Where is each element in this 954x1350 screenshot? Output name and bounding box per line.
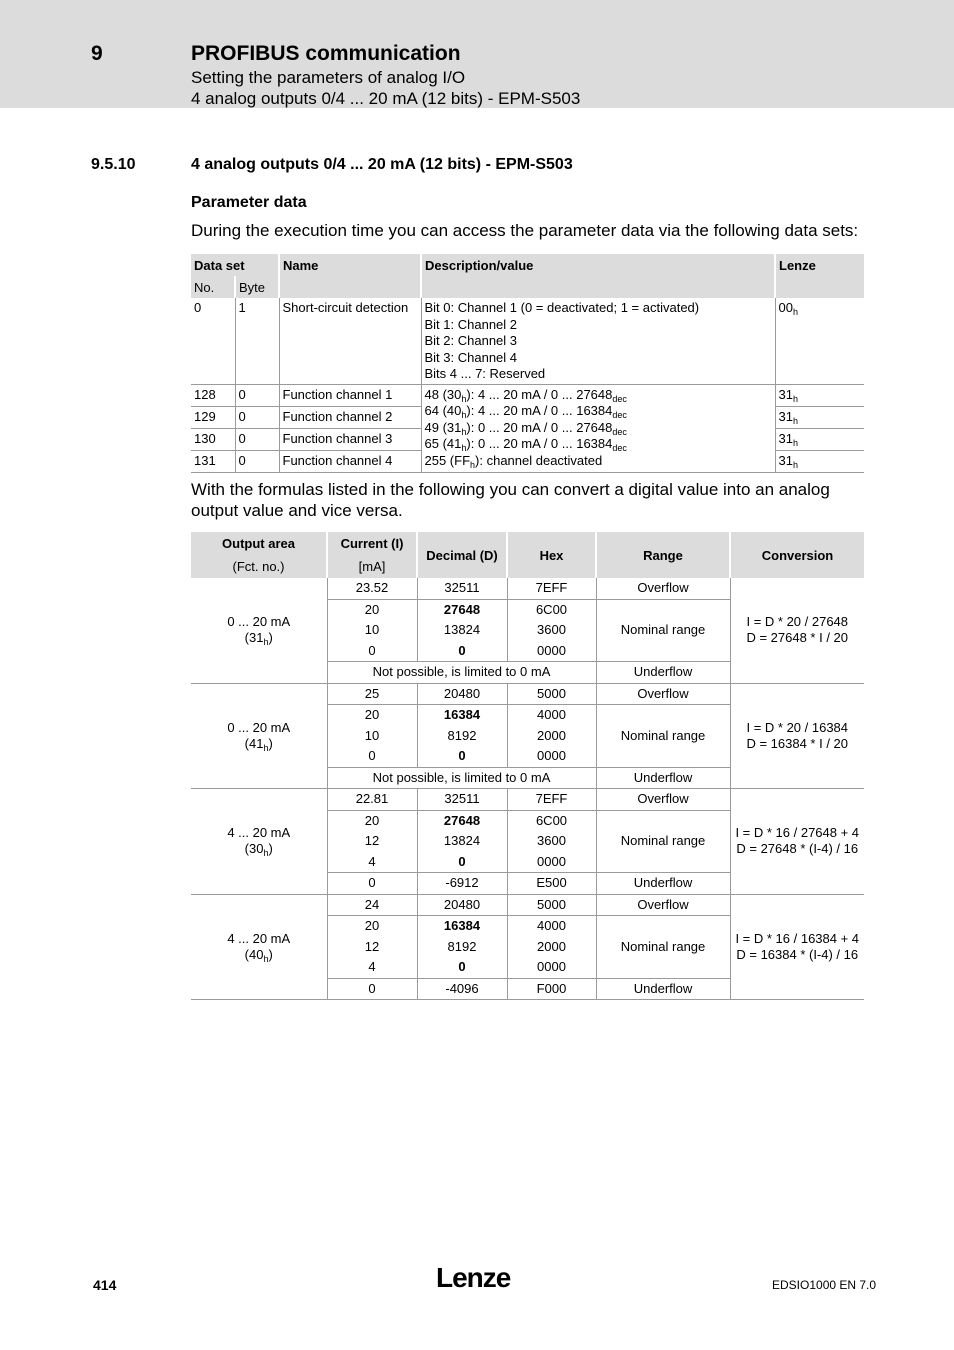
- cell-output-area: 0 ... 20 mA $(41_h)$: [191, 683, 327, 789]
- cell-hex: 3600: [507, 831, 596, 852]
- cell-name: Function channel 3: [279, 428, 421, 450]
- cell-hex: E500: [507, 873, 596, 895]
- cell-byte: 1: [235, 298, 279, 384]
- header-data-set: Data set: [191, 254, 279, 276]
- section-number: 9.5.10: [91, 156, 136, 173]
- cell-decimal: 13824: [417, 620, 507, 641]
- cell-underflow-note: Not possible, is limited to 0 mA: [327, 662, 596, 684]
- cell-byte: 0: [235, 428, 279, 450]
- cell-decimal: 8192: [417, 726, 507, 747]
- desc-line: Bits 4 ... 7: Reserved: [424, 366, 546, 381]
- lenze-logo: Lenze: [436, 1262, 511, 1293]
- cell-range-nominal: Nominal range: [596, 705, 730, 768]
- cell-current: 0: [327, 746, 417, 767]
- desc-line: Bit 1: Channel 2: [424, 316, 518, 332]
- document-id: EDSIO1000 EN 7.0: [772, 1278, 877, 1292]
- cell-range: Overflow: [596, 683, 730, 705]
- chapter-number: 9: [91, 42, 103, 65]
- formula-intro-text: With the formulas listed in the following you can convert a digital value into an analog output value and vice versa.: [191, 480, 830, 520]
- desc-line: Bit 2: Channel 3: [424, 333, 518, 348]
- page-number: 414: [93, 1277, 117, 1293]
- cell-range-nominal: Nominal range: [596, 916, 730, 979]
- cell-decimal: 0: [417, 641, 507, 662]
- cell-hex: 0000: [507, 641, 596, 662]
- cell-hex: 6C00: [507, 810, 596, 831]
- cell-byte: 0: [235, 450, 279, 472]
- table-row: [191, 578, 864, 599]
- header-subtitle-2: 4 analog outputs 0/4 ... 20 mA (12 bits) - EPM-S503: [191, 89, 581, 108]
- cell-byte: 0: [235, 406, 279, 428]
- cell-lenze: $31_h$: [775, 450, 864, 472]
- cell-current: 22.81: [327, 789, 417, 811]
- desc-line: 255 $(FF_h)$: channel deactivated: [424, 452, 603, 470]
- cell-no: 128: [191, 384, 235, 406]
- table-row: [191, 384, 864, 406]
- desc-line: Bit 0: Channel 1 (0 = deactivated; 1 = activated): [424, 300, 700, 315]
- header-decimal: Decimal (D): [417, 532, 507, 578]
- cell-range-nominal: Nominal range: [596, 810, 730, 873]
- cell-decimal: 27648: [417, 599, 507, 620]
- cell-current: 20: [364, 918, 380, 933]
- header-hex: Hex: [507, 532, 596, 578]
- cell-decimal: -4096: [417, 978, 507, 1000]
- header-lenze: Lenze: [775, 254, 864, 298]
- cell-current: 12: [364, 938, 380, 954]
- cell-decimal: 13824: [417, 831, 507, 852]
- intro-text: During the execution time you can access the parameter data via the following data sets:: [191, 221, 859, 240]
- cell-lenze: $00_h$: [775, 298, 864, 384]
- cell-hex: 2000: [507, 937, 596, 958]
- section-title: 4 analog outputs 0/4 ... 20 mA (12 bits) - EPM-S503: [191, 156, 573, 173]
- cell-conversion: I = D * 16 / 27648 + 4 D = 27648 * (I-4) / 16: [730, 789, 864, 895]
- cell-output-area: 0 ... 20 mA $(31_h)$: [191, 578, 327, 683]
- desc-line: 64 $(40_h)$: 4 ... 20 mA / 0 ... $16384_{dec}$: [424, 403, 627, 420]
- cell-current: 25: [327, 683, 417, 705]
- cell-current: 12: [364, 833, 380, 848]
- cell-no: 131: [191, 450, 235, 472]
- table-row: [191, 789, 864, 811]
- conversion-table: [191, 532, 864, 1000]
- cell-range: Underflow: [596, 767, 730, 789]
- header-current: Current (I) [mA]: [327, 532, 417, 578]
- cell-byte: 0: [235, 384, 279, 406]
- cell-decimal: 32511: [417, 578, 507, 599]
- cell-current: 4: [327, 852, 417, 873]
- cell-conversion: I = D * 16 / 16384 + 4 D = 16384 * (I-4) / 16: [730, 894, 864, 1000]
- cell-decimal: 27648: [417, 810, 507, 831]
- desc-line: Bit 3: Channel 4: [424, 349, 518, 365]
- cell-conversion: I = D * 20 / 27648 D = 27648 * I / 20: [730, 578, 864, 683]
- cell-decimal: 32511: [417, 789, 507, 811]
- cell-no: 130: [191, 428, 235, 450]
- cell-name: Function channel 4: [279, 450, 421, 472]
- cell-range: Overflow: [596, 578, 730, 599]
- desc-line: 48 $(30_h)$: 4 ... 20 mA / 0 ... $27648_{dec}$: [424, 386, 627, 404]
- parameter-data-heading: Parameter data: [191, 194, 307, 211]
- cell-hex: 6C00: [507, 599, 596, 620]
- cell-range: Underflow: [596, 662, 730, 684]
- cell-hex: 3600: [507, 620, 596, 641]
- table-row: [191, 683, 864, 705]
- cell-hex: 2000: [507, 726, 596, 747]
- cell-underflow-note: Not possible, is limited to 0 mA: [327, 767, 596, 789]
- cell-hex: 5000: [507, 894, 596, 916]
- header-byte: Byte: [235, 276, 279, 298]
- cell-decimal: 16384: [417, 705, 507, 726]
- parameter-data-table: [191, 254, 864, 473]
- cell-decimal: 20480: [417, 894, 507, 916]
- cell-range: Underflow: [596, 978, 730, 1000]
- cell-description: [421, 298, 775, 384]
- cell-no: 0: [191, 298, 235, 384]
- cell-decimal: 0: [417, 957, 507, 978]
- header-name: Name: [279, 254, 421, 298]
- desc-line: 49 $(31_h)$: 0 ... 20 mA / 0 ... $27648_{dec}$: [424, 419, 627, 437]
- cell-lenze: $31_h$: [775, 428, 864, 450]
- header-range: Range: [596, 532, 730, 578]
- chapter-title: PROFIBUS communication: [191, 42, 461, 65]
- cell-hex: 5000: [507, 683, 596, 705]
- header-conversion: Conversion: [730, 532, 864, 578]
- header-no: No.: [191, 276, 235, 298]
- cell-lenze: $31_h$: [775, 384, 864, 406]
- cell-output-area: 4 ... 20 mA $(40_h)$: [191, 894, 327, 1000]
- cell-name: Function channel 2: [279, 406, 421, 428]
- cell-decimal: 0: [417, 852, 507, 873]
- table-row: [191, 894, 864, 916]
- cell-hex: 7EFF: [507, 789, 596, 811]
- header-subtitle-1: Setting the parameters of analog I/O: [191, 68, 466, 87]
- cell-range: Overflow: [596, 894, 730, 916]
- cell-hex: 0000: [507, 957, 596, 978]
- cell-hex: 4000: [507, 705, 596, 726]
- cell-current: 10: [364, 622, 380, 637]
- cell-lenze: $31_h$: [775, 406, 864, 428]
- cell-hex: 7EFF: [507, 578, 596, 599]
- cell-output-area: 4 ... 20 mA $(30_h)$: [191, 789, 327, 895]
- header-description: Description/value: [421, 254, 775, 298]
- cell-hex: 0000: [507, 852, 596, 873]
- cell-hex: 0000: [507, 746, 596, 767]
- cell-current: 0: [327, 873, 417, 895]
- cell-conversion: I = D * 20 / 16384 D = 16384 * I / 20: [730, 683, 864, 789]
- cell-current: 0: [327, 978, 417, 1000]
- cell-range: Underflow: [596, 873, 730, 895]
- cell-decimal: 16384: [417, 916, 507, 937]
- header-output-area: Output area (Fct. no.): [191, 532, 327, 578]
- table-row: [191, 298, 864, 384]
- cell-current: 20: [364, 601, 380, 617]
- cell-hex: F000: [507, 978, 596, 1000]
- cell-hex: 4000: [507, 916, 596, 937]
- cell-current: 10: [364, 727, 380, 743]
- cell-current: 0: [327, 641, 417, 662]
- cell-current: 20: [364, 707, 380, 722]
- cell-range-nominal: Nominal range: [596, 599, 730, 662]
- cell-current: 23.52: [327, 578, 417, 599]
- cell-range: Overflow: [596, 789, 730, 811]
- cell-name: Function channel 1: [279, 384, 421, 406]
- cell-current: 20: [364, 812, 380, 828]
- cell-name: Short-circuit detection: [279, 298, 421, 384]
- cell-decimal: 20480: [417, 683, 507, 705]
- cell-decimal: -6912: [417, 873, 507, 895]
- cell-decimal: 8192: [417, 937, 507, 958]
- cell-function-description: [421, 384, 775, 472]
- cell-no: 129: [191, 406, 235, 428]
- cell-decimal: 0: [417, 746, 507, 767]
- cell-current: 24: [327, 894, 417, 916]
- desc-line: 65 $(41_h)$: 0 ... 20 mA / 0 ... $16384_{dec}$: [424, 436, 627, 453]
- cell-current: 4: [327, 957, 417, 978]
